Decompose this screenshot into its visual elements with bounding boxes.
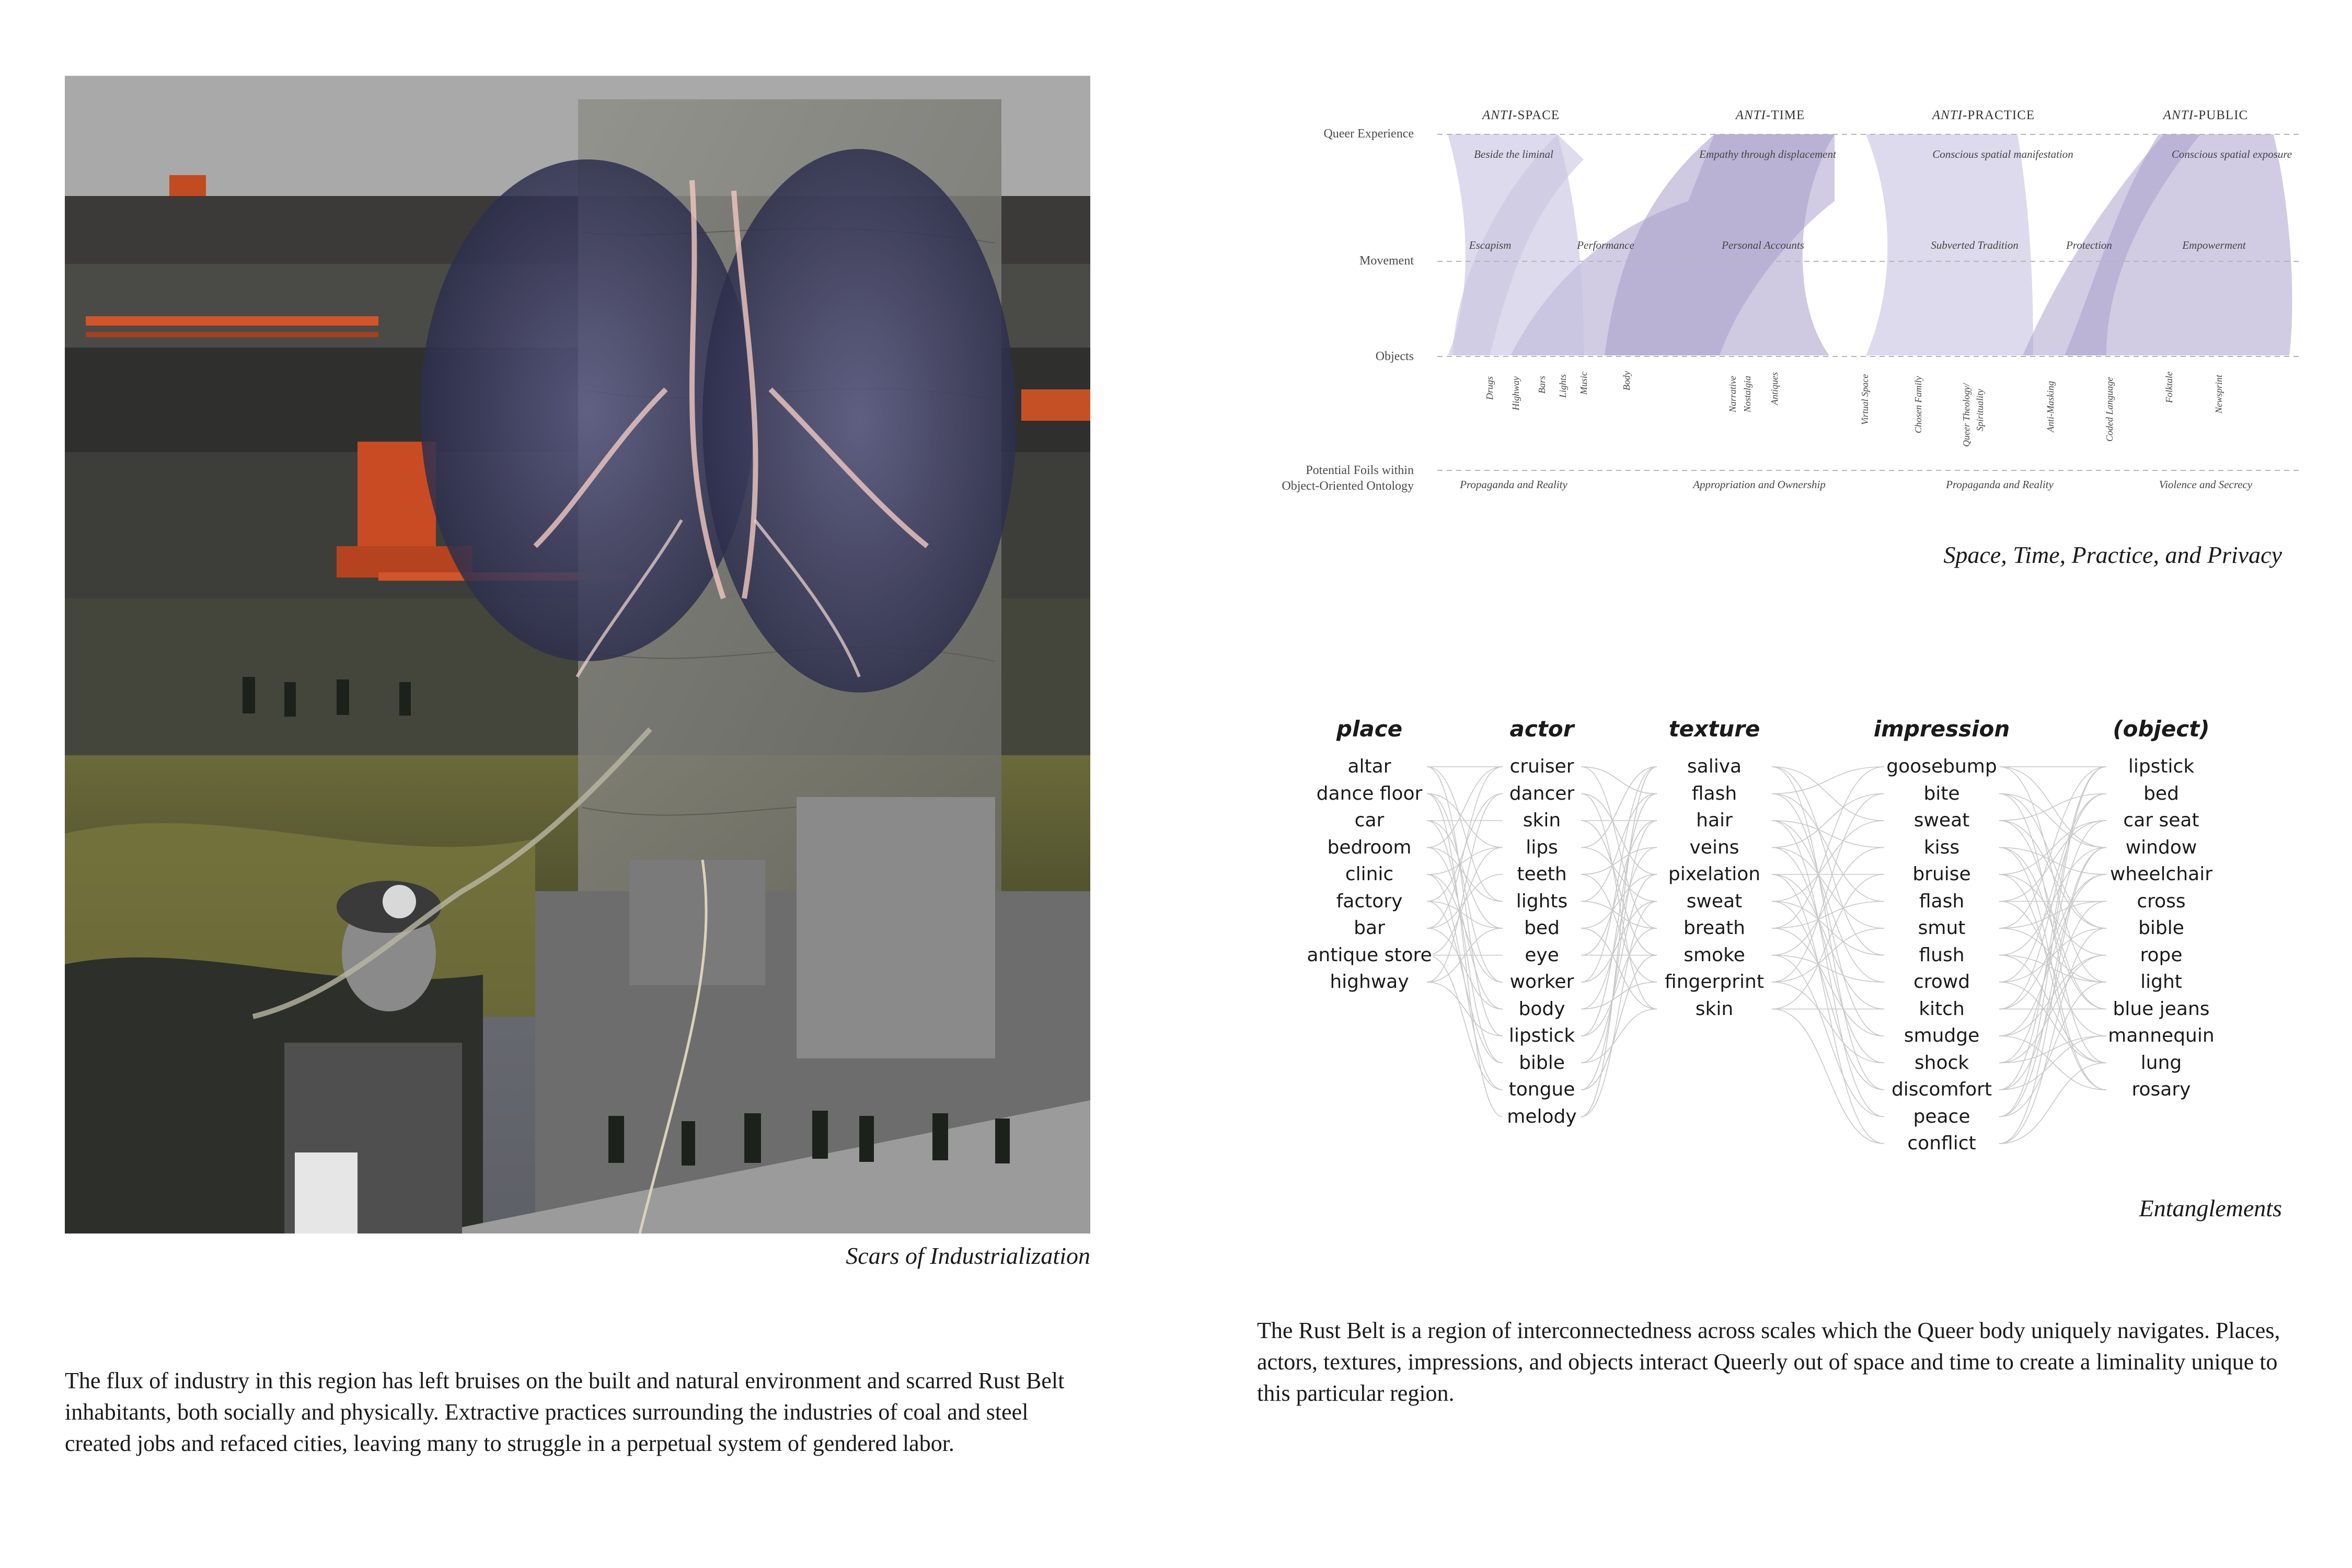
entanglement-word: bar: [1354, 917, 1385, 939]
entanglement-link: [1427, 848, 1503, 902]
entanglement-link: [1772, 902, 1884, 955]
entanglement-word: rope: [2140, 944, 2183, 966]
object-label: Highway: [1511, 376, 1521, 410]
entanglement-word: hair: [1696, 810, 1733, 831]
entanglement-word: teeth: [1517, 863, 1567, 885]
category-anti-time: [1676, 108, 1864, 123]
entanglement-link: [1581, 794, 1657, 902]
entanglement-link: [1999, 767, 2106, 928]
column-header-object: (object): [2113, 716, 2210, 742]
entanglement-link: [1999, 848, 2106, 1144]
object-label: Antiques: [1769, 372, 1780, 405]
entanglement-word: antique store: [1307, 944, 1432, 966]
entanglement-word: clinic: [1345, 863, 1394, 885]
entanglement-word: car seat: [2123, 810, 2199, 831]
entanglement-link: [1999, 1063, 2106, 1144]
entanglement-word: flash: [1691, 782, 1737, 804]
entanglement-link: [1999, 794, 2106, 983]
category-suffix: -PRACTICE: [1963, 108, 2035, 122]
entanglement-word: bible: [2138, 917, 2184, 939]
category-anti-space: [1427, 108, 1615, 123]
column-header-impression: impression: [1873, 716, 2010, 742]
entanglement-word: bed: [1524, 917, 1560, 939]
entanglement-link: [1772, 767, 1884, 794]
entanglement-link: [1581, 821, 1657, 955]
column-header-texture: texture: [1668, 716, 1760, 742]
entanglement-word: cross: [2137, 890, 2186, 912]
object-label: Virtual Space: [1860, 374, 1870, 425]
entanglement-link: [1581, 794, 1657, 875]
column-header-place: place: [1336, 716, 1403, 742]
entanglement-word: sweat: [1686, 890, 1743, 912]
entanglement-word: smut: [1918, 917, 1966, 939]
entanglement-word: skin: [1523, 810, 1561, 831]
entanglement-word: altar: [1347, 756, 1391, 777]
entanglement-word: rosary: [2131, 1079, 2191, 1100]
entanglement-word: mannequin: [2108, 1025, 2215, 1046]
entanglement-word: cruiser: [1509, 756, 1574, 777]
entanglement-word: smudge: [1904, 1025, 1980, 1046]
row-label-queer-experience: Queer Experience: [1323, 127, 1414, 141]
entanglements-caption: Entanglements: [2139, 1195, 2282, 1221]
entanglement-link: [1581, 767, 1657, 982]
category-suffix: -TIME: [1766, 108, 1805, 122]
right-body-paragraph: The Rust Belt is a region of interconnectedness across scales which the Queer body uniquely navigates. Places, actors, textures, impressions, and objects interact Queerly out of space and time to create a liminality unique to this particular region.: [1257, 1318, 2280, 1406]
entanglement-word: eye: [1525, 944, 1559, 966]
collage-caption: Scars of Industrialization: [846, 1242, 1090, 1269]
entanglement-word: body: [1518, 998, 1565, 1020]
entanglement-link: [1772, 767, 1884, 821]
entanglement-word: highway: [1330, 971, 1409, 993]
entanglement-word: kitch: [1919, 998, 1965, 1020]
entanglement-word: dancer: [1509, 782, 1575, 804]
object-label: Chosen Family: [1913, 376, 1923, 433]
row-label-foils-line1: Potential Foils within: [1306, 464, 1414, 477]
entanglement-word: discomfort: [1891, 1079, 1992, 1100]
entanglement-word: flash: [1919, 890, 1965, 912]
object-label: Folktale: [2164, 372, 2174, 403]
entanglement-link: [1772, 902, 1884, 929]
entanglement-word: lipstick: [1508, 1025, 1575, 1046]
entanglement-link: [1581, 848, 1657, 875]
foil-label: Violence and Secrecy: [2159, 478, 2253, 491]
entanglement-word: crowd: [1913, 971, 1970, 993]
entanglement-link: [1581, 1009, 1657, 1063]
category-suffix: -PUBLIC: [2193, 108, 2249, 122]
movement-note: Subverted Tradition: [1931, 239, 2019, 251]
entanglement-word: bible: [1519, 1052, 1565, 1074]
entanglement-word: kiss: [1923, 836, 1960, 858]
foil-label: Appropriation and Ownership: [1693, 478, 1826, 491]
object-label: Narrative: [1727, 376, 1738, 412]
entanglement-link: [1427, 902, 1503, 1063]
entanglement-word: dance floor: [1316, 782, 1423, 804]
entanglement-link: [1427, 767, 1503, 902]
entanglement-link: [1772, 821, 1884, 848]
entanglement-word: smoke: [1684, 944, 1745, 966]
entanglement-word: peace: [1913, 1105, 1970, 1127]
category-prefix: ANTI: [2163, 108, 2194, 122]
row-label-foils-line2: Object-Oriented Ontology: [1282, 479, 1414, 493]
entanglement-word: pixelation: [1668, 863, 1761, 885]
experience-note: Conscious spatial manifestation: [1932, 148, 2073, 160]
entanglement-word: bedroom: [1327, 836, 1412, 858]
entanglement-word: factory: [1336, 890, 1403, 912]
industrial-collage-image: [65, 76, 1090, 1233]
entanglement-link: [1772, 928, 1884, 1036]
entanglement-word: worker: [1509, 971, 1574, 993]
entanglement-word: breath: [1683, 917, 1746, 939]
entanglement-link: [1581, 874, 1657, 928]
category-anti-public: [2112, 108, 2300, 123]
foil-label: Propaganda and Reality: [1946, 478, 2054, 491]
entanglement-word: light: [2140, 971, 2182, 993]
movement-note: Escapism: [1469, 239, 1512, 251]
entanglement-link: [1581, 955, 1657, 1090]
object-label: Spirituality: [1975, 389, 1985, 431]
row-label-foils: [1282, 463, 1414, 494]
object-label: Music: [1578, 372, 1589, 395]
entanglement-word: saliva: [1687, 756, 1742, 777]
entanglement-word: bite: [1923, 782, 1960, 804]
entanglement-word: flush: [1919, 944, 1965, 966]
category-prefix: ANTI: [1482, 108, 1513, 122]
entanglement-link: [1427, 874, 1503, 982]
object-label: Lights: [1558, 374, 1568, 398]
entanglement-link: [1581, 902, 1657, 1117]
diagram-caption: Space, Time, Practice, and Privacy: [1943, 541, 2282, 568]
entanglement-word: shock: [1914, 1052, 1969, 1074]
category-prefix: ANTI: [1735, 108, 1766, 122]
entanglement-link: [1772, 874, 1884, 1009]
entanglement-link: [1581, 767, 1657, 794]
category-suffix: -SPACE: [1513, 108, 1560, 122]
entanglement-link: [1999, 928, 2106, 1144]
entanglement-word: lights: [1516, 890, 1568, 912]
experience-note: Beside the liminal: [1474, 148, 1553, 160]
entanglement-link: [1427, 982, 1503, 1036]
anti-space-diagram: [1218, 97, 2305, 515]
movement-note: Empowerment: [2182, 239, 2246, 251]
object-label: Newsprint: [2213, 374, 2224, 413]
object-label: Bars: [1537, 375, 1547, 394]
entanglement-word: lung: [2140, 1052, 2182, 1074]
object-label: Drugs: [1484, 376, 1495, 400]
entanglement-link: [1772, 767, 1884, 928]
entanglement-link: [1581, 767, 1657, 1117]
object-label: Body: [1621, 371, 1632, 390]
object-label: Anti-Masking: [2045, 381, 2056, 432]
entanglement-link: [1772, 928, 1884, 982]
row-label-movement: Movement: [1359, 254, 1414, 268]
entanglements-network: [1286, 716, 2253, 1176]
foil-label: Propaganda and Reality: [1460, 478, 1567, 491]
experience-note: Empathy through displacement: [1699, 148, 1836, 160]
collage-artwork: [65, 76, 1090, 1233]
movement-note: Personal Accounts: [1722, 239, 1804, 251]
entanglement-word: car: [1354, 810, 1385, 831]
entanglement-word: bed: [2143, 782, 2179, 804]
column-header-actor: actor: [1509, 716, 1574, 742]
category-prefix: ANTI: [1932, 108, 1963, 122]
entanglement-word: tongue: [1508, 1079, 1575, 1100]
entanglement-link: [1772, 955, 1884, 983]
entanglement-link: [1999, 821, 2106, 928]
object-label: Queer Theology/: [1961, 383, 1971, 447]
object-label: Nostalgia: [1742, 375, 1753, 412]
entanglement-link: [1999, 794, 2106, 821]
entanglement-link: [1772, 1009, 1884, 1144]
entanglement-link: [1772, 955, 1884, 1117]
movement-note: Performance: [1577, 239, 1634, 251]
entanglement-link: [1772, 848, 1884, 955]
entanglement-word: sweat: [1913, 810, 1970, 831]
entanglement-word: lipstick: [2128, 756, 2195, 777]
movement-note: Protection: [2066, 239, 2112, 251]
entanglement-word: fingerprint: [1665, 971, 1764, 993]
entanglement-word: skin: [1695, 998, 1734, 1020]
entanglement-link: [1581, 982, 1657, 1009]
entanglement-word: bruise: [1912, 863, 1971, 885]
category-anti-practice: [1889, 108, 2078, 123]
entanglement-word: wheelchair: [2109, 863, 2213, 885]
entanglement-word: conflict: [1907, 1133, 1976, 1154]
object-label: Coded Language: [2104, 377, 2115, 442]
entanglement-word: window: [2125, 836, 2197, 858]
entanglement-word: goosebump: [1886, 756, 1997, 777]
experience-note: Conscious spatial exposure: [2171, 148, 2292, 160]
entanglement-word: blue jeans: [2113, 998, 2210, 1020]
entanglement-link: [1999, 767, 2106, 1090]
entanglement-word: veins: [1689, 836, 1739, 858]
entanglement-word: melody: [1507, 1105, 1577, 1127]
left-body-paragraph: The flux of industry in this region has left bruises on the built and natural environment and scarred Rust Belt inhabitants, both socially and physically. Extractive practices surrounding the industries of coal and steel created jobs and refaced cities, leaving many to struggle in a perpetual system of gendered labor.: [65, 1368, 1065, 1456]
entanglement-word: lips: [1526, 836, 1558, 858]
row-label-objects: Objects: [1375, 350, 1414, 363]
